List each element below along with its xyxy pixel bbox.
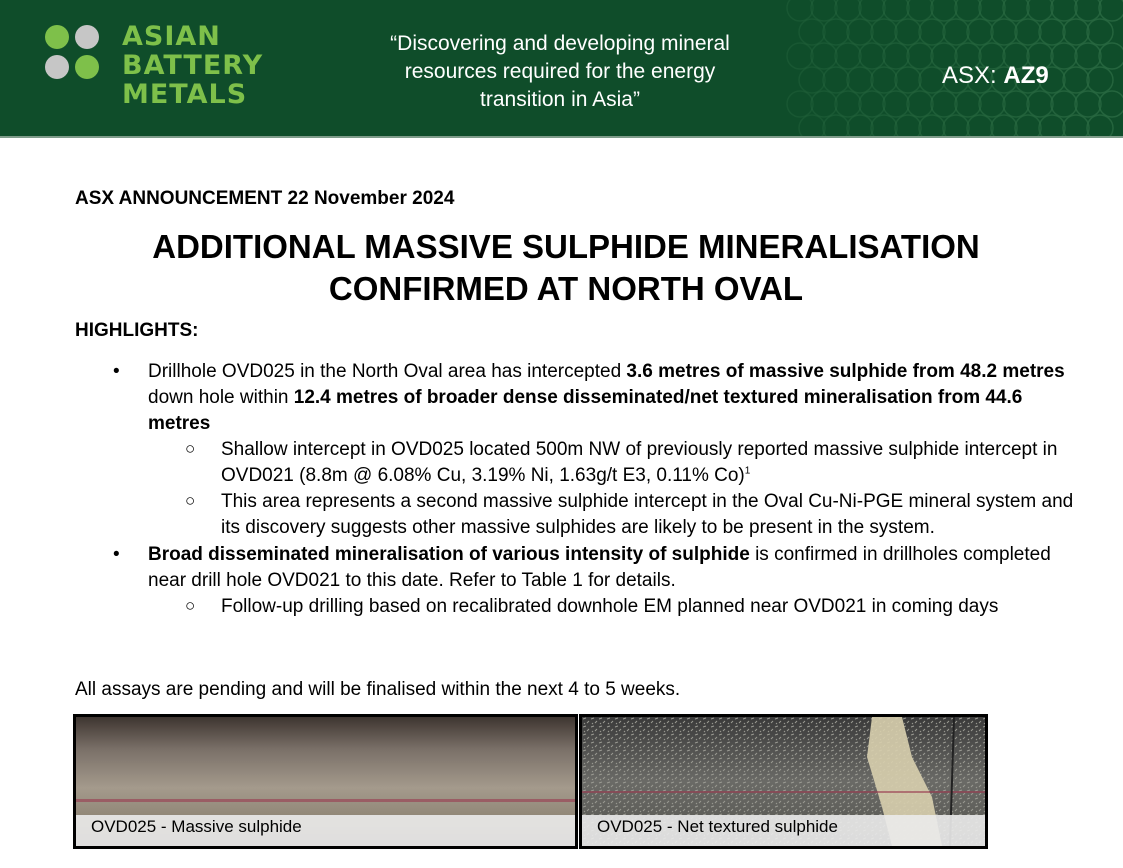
highlights-list bbox=[75, 359, 1075, 620]
company-logo-text bbox=[122, 22, 263, 109]
hollow-bullet-icon: ○ bbox=[185, 439, 196, 458]
highlight-text: is confirmed in drillholes completed near drill hole OVD021 to this date. Refer to Table 1 for details. bbox=[148, 544, 1051, 591]
sub-item-text: Shallow intercept in OVD025 located 500m NW of previously reported massive sulphide intercept in OVD021 (8.8m @ 6.08% Cu, 3.19% Ni, 1.63g/t E3, 0.11% Co) bbox=[221, 439, 1058, 486]
logo-line-2: BATTERY bbox=[122, 50, 264, 81]
bullet-icon: • bbox=[113, 544, 120, 565]
highlight-bold-text: 3.6 metres of massive sulphide from 48.2 metres bbox=[626, 361, 1065, 382]
highlight-bold-text: 12.4 metres of broader dense disseminated/net textured mineralisation from 44.6 metres bbox=[148, 387, 1023, 434]
logo-line-3: METALS bbox=[122, 79, 248, 110]
photo-caption: OVD025 - Net textured sulphide bbox=[582, 815, 985, 846]
hollow-bullet-icon: ○ bbox=[185, 491, 196, 510]
hollow-bullet-icon: ○ bbox=[185, 596, 196, 615]
highlight-text: Drillhole OVD025 in the North Oval area has intercepted bbox=[148, 361, 627, 382]
tagline-line-1: “Discovering and developing mineral bbox=[390, 32, 730, 55]
sub-item-text: This area represents a second massive sulphide intercept in the Oval Cu-Ni-PGE mineral system and its discovery suggests other massive sulphides are likely to be present in the system. bbox=[221, 491, 1074, 538]
asx-ticker bbox=[942, 62, 1049, 90]
highlight-sub-item bbox=[75, 594, 1075, 620]
banner-divider bbox=[0, 136, 1123, 138]
announcement-date-line: ASX ANNOUNCEMENT 22 November 2024 bbox=[75, 188, 455, 209]
tagline-line-3: transition in Asia” bbox=[480, 88, 640, 111]
core-photo-massive-sulphide bbox=[73, 714, 578, 849]
assays-pending-note: All assays are pending and will be finalised within the next 4 to 5 weeks. bbox=[75, 679, 681, 700]
highlight-item bbox=[75, 359, 1075, 437]
announcement-title bbox=[60, 226, 1072, 310]
footnote-marker: 1 bbox=[744, 465, 751, 477]
title-line-1: ADDITIONAL MASSIVE SULPHIDE MINERALISATION bbox=[152, 228, 980, 265]
company-logo-icon bbox=[42, 22, 102, 82]
ticker-prefix: ASX: bbox=[942, 62, 1004, 89]
highlight-sub-item bbox=[75, 489, 1075, 541]
highlight-item bbox=[75, 542, 1075, 594]
highlight-text: down hole within bbox=[148, 387, 294, 408]
core-photo-net-textured-sulphide bbox=[579, 714, 988, 849]
ticker-code: AZ9 bbox=[1003, 62, 1049, 89]
header-banner bbox=[0, 0, 1123, 136]
photo-caption: OVD025 - Massive sulphide bbox=[76, 815, 575, 846]
bullet-icon: • bbox=[113, 361, 120, 382]
highlights-heading: HIGHLIGHTS: bbox=[75, 320, 199, 341]
tagline-line-2: resources required for the energy bbox=[404, 60, 716, 83]
highlight-bold-text: Broad disseminated mineralisation of various intensity of sulphide bbox=[148, 544, 750, 565]
highlight-sub-item bbox=[75, 437, 1075, 489]
sub-item-text: Follow-up drilling based on recalibrated downhole EM planned near OVD021 in coming days bbox=[221, 596, 999, 617]
title-line-2: CONFIRMED AT NORTH OVAL bbox=[328, 270, 804, 307]
logo-line-1: ASIAN bbox=[122, 21, 221, 52]
company-tagline bbox=[340, 30, 780, 114]
